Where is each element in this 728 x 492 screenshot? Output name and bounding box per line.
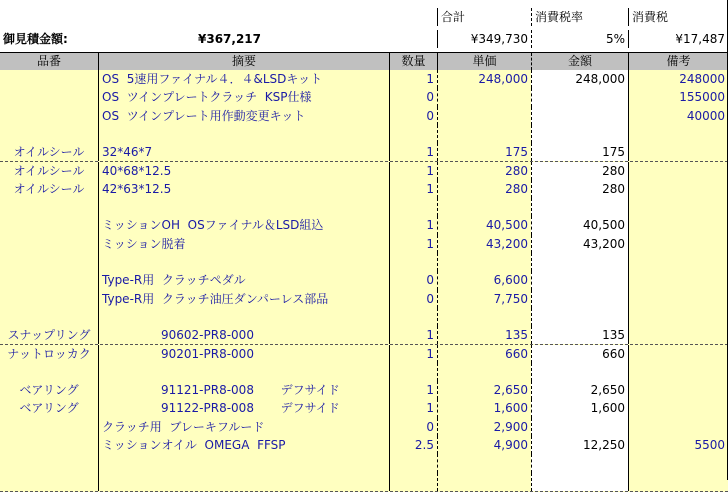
code-cell[interactable]: ベアリング — [19, 401, 79, 416]
amount-cell[interactable] — [531, 454, 628, 472]
amount-cell[interactable]: 280 — [531, 180, 628, 198]
desc-cell[interactable]: 91121-PR8-008 デフサイド — [98, 381, 389, 399]
code-cell[interactable]: ベアリング — [19, 383, 79, 398]
desc-cell[interactable]: OS 5速用ファイナル４．４&LSDキット — [98, 70, 389, 88]
unit-price-cell[interactable] — [437, 88, 531, 106]
summary-labels-row — [0, 8, 728, 26]
table-row — [0, 180, 728, 199]
unit-price-cell[interactable]: 248,000 — [437, 70, 531, 88]
tax-value: ¥17,487 — [628, 30, 728, 48]
note-cell[interactable]: 248000 — [628, 70, 728, 88]
unit-price-cell[interactable]: 4,900 — [437, 436, 531, 454]
code-cell[interactable] — [0, 473, 98, 491]
table-row — [0, 345, 728, 364]
col-header-unit[interactable]: 単価 — [437, 53, 531, 70]
unit-price-cell[interactable]: 7,750 — [437, 290, 531, 308]
table-row — [0, 363, 728, 382]
table-row — [0, 399, 728, 418]
desc-cell[interactable]: クラッチ用 ブレーキフルード — [98, 418, 389, 436]
unit-price-cell[interactable]: 280 — [437, 180, 531, 198]
table-row — [0, 271, 728, 290]
note-cell[interactable] — [628, 418, 728, 436]
qty-cell[interactable]: 0 — [389, 107, 437, 125]
desc-cell[interactable]: 32*46*7 — [98, 143, 389, 161]
note-cell[interactable]: 5500 — [628, 436, 728, 454]
code-cell[interactable] — [0, 436, 98, 454]
amount-cell[interactable] — [531, 253, 628, 271]
unit-price-cell[interactable] — [437, 107, 531, 125]
unit-price-cell[interactable]: 2,900 — [437, 418, 531, 436]
code-cell[interactable] — [0, 88, 98, 106]
estimate-label: 御見積金額: — [3, 32, 68, 46]
qty-cell[interactable]: 1 — [389, 235, 437, 253]
unit-price-cell[interactable]: 6,600 — [437, 271, 531, 289]
amount-cell[interactable]: 1,600 — [531, 399, 628, 417]
amount-cell[interactable] — [531, 198, 628, 216]
note-cell[interactable] — [628, 454, 728, 472]
tax-label: 消費税 — [628, 8, 728, 26]
qty-cell[interactable] — [389, 308, 437, 326]
code-cell[interactable]: ナットロッカク — [7, 346, 91, 361]
amount-cell[interactable] — [531, 473, 628, 491]
col-header-qty[interactable]: 数量 — [389, 53, 437, 70]
qty-cell[interactable]: 1 — [389, 162, 437, 180]
qty-cell[interactable] — [389, 473, 437, 491]
table-row — [0, 70, 728, 89]
col-header-amount[interactable]: 金額 — [531, 53, 628, 70]
desc-cell[interactable] — [98, 363, 389, 381]
code-cell[interactable]: オイルシール — [13, 145, 85, 160]
note-cell[interactable] — [628, 326, 728, 344]
code-cell[interactable] — [0, 418, 98, 436]
unit-price-cell[interactable]: 40,500 — [437, 216, 531, 234]
desc-cell[interactable]: 40*68*12.5 — [98, 162, 389, 180]
desc-cell[interactable]: Type-R用 クラッチ油圧ダンパーレス部品 — [98, 290, 389, 308]
note-cell[interactable]: 40000 — [628, 107, 728, 125]
table-row — [0, 436, 728, 455]
qty-cell[interactable] — [389, 125, 437, 143]
amount-cell[interactable]: 12,250 — [531, 436, 628, 454]
col-header-note[interactable]: 備考 — [628, 53, 728, 70]
col-header-code[interactable]: 品番 — [36, 54, 61, 68]
desc-cell[interactable]: 90201-PR8-000 — [98, 345, 389, 363]
note-cell[interactable] — [628, 308, 728, 326]
note-cell[interactable] — [628, 345, 728, 363]
desc-cell[interactable] — [98, 198, 389, 216]
table-row — [0, 143, 728, 162]
desc-cell[interactable]: OS ツインプレートクラッチ KSP仕様 — [98, 88, 389, 106]
qty-cell[interactable]: 0 — [389, 418, 437, 436]
desc-cell[interactable]: Type-R用 クラッチペダル — [98, 271, 389, 289]
qty-cell[interactable]: 1 — [389, 70, 437, 88]
unit-price-cell[interactable]: 2,650 — [437, 381, 531, 399]
note-cell[interactable] — [628, 125, 728, 143]
code-cell[interactable] — [0, 454, 98, 472]
qty-cell[interactable] — [389, 198, 437, 216]
estimate-amount: ¥367,217 — [198, 32, 262, 46]
qty-cell[interactable]: 1 — [389, 143, 437, 161]
unit-price-cell[interactable] — [437, 308, 531, 326]
desc-cell[interactable] — [98, 253, 389, 271]
code-cell[interactable]: オイルシール — [13, 181, 85, 196]
amount-cell[interactable]: 248,000 — [531, 70, 628, 88]
qty-cell[interactable]: 1 — [389, 216, 437, 234]
unit-price-cell[interactable]: 660 — [437, 345, 531, 363]
amount-cell[interactable]: 43,200 — [531, 235, 628, 253]
desc-cell[interactable] — [98, 454, 389, 472]
table-row — [0, 326, 728, 345]
note-cell[interactable] — [628, 216, 728, 234]
code-cell[interactable] — [0, 70, 98, 88]
table-row — [0, 216, 728, 235]
table-row — [0, 454, 728, 473]
amount-cell[interactable]: 660 — [531, 345, 628, 363]
note-cell[interactable] — [628, 162, 728, 180]
qty-cell[interactable]: 2.5 — [389, 436, 437, 454]
table-row — [0, 308, 728, 327]
desc-cell[interactable] — [98, 473, 389, 491]
table-row — [0, 418, 728, 437]
note-cell[interactable] — [628, 235, 728, 253]
note-cell[interactable] — [628, 290, 728, 308]
amount-cell[interactable] — [531, 308, 628, 326]
table-row — [0, 235, 728, 254]
amount-cell[interactable] — [531, 107, 628, 125]
total-value: ¥349,730 — [437, 30, 531, 48]
note-cell[interactable] — [628, 180, 728, 198]
amount-cell[interactable] — [531, 88, 628, 106]
code-cell[interactable] — [0, 198, 98, 216]
desc-cell[interactable]: 42*63*12.5 — [98, 180, 389, 198]
note-cell[interactable] — [628, 473, 728, 491]
amount-cell[interactable]: 2,650 — [531, 381, 628, 399]
table-row — [0, 198, 728, 217]
amount-cell[interactable]: 280 — [531, 162, 628, 180]
tax-rate-value: 5% — [531, 30, 628, 48]
note-cell[interactable] — [628, 381, 728, 399]
unit-price-cell[interactable] — [437, 473, 531, 491]
code-cell[interactable] — [0, 253, 98, 271]
note-cell[interactable] — [628, 253, 728, 271]
qty-cell[interactable]: 1 — [389, 180, 437, 198]
code-cell[interactable] — [0, 216, 98, 234]
desc-cell[interactable] — [98, 125, 389, 143]
desc-cell[interactable]: 91122-PR8-008 デフサイド — [98, 399, 389, 417]
note-cell[interactable] — [628, 143, 728, 161]
note-cell[interactable] — [628, 363, 728, 381]
unit-price-cell[interactable] — [437, 125, 531, 143]
qty-cell[interactable]: 0 — [389, 290, 437, 308]
table-row — [0, 88, 728, 107]
qty-cell[interactable] — [389, 363, 437, 381]
table-row — [0, 290, 728, 309]
note-cell[interactable] — [628, 271, 728, 289]
desc-cell[interactable]: ミッションオイル OMEGA FFSP — [98, 436, 389, 454]
amount-cell[interactable]: 175 — [531, 143, 628, 161]
unit-price-cell[interactable] — [437, 363, 531, 381]
qty-cell[interactable]: 0 — [389, 271, 437, 289]
unit-price-cell[interactable]: 175 — [437, 143, 531, 161]
code-cell[interactable] — [0, 308, 98, 326]
desc-cell[interactable]: OS ツインプレート用作動変更キット — [98, 107, 389, 125]
qty-cell[interactable] — [389, 253, 437, 271]
amount-cell[interactable] — [531, 290, 628, 308]
code-cell[interactable] — [0, 125, 98, 143]
code-cell[interactable] — [0, 107, 98, 125]
table-row — [0, 125, 728, 144]
table-row — [0, 107, 728, 126]
desc-cell[interactable] — [98, 308, 389, 326]
unit-price-cell[interactable] — [437, 198, 531, 216]
qty-cell[interactable]: 0 — [389, 88, 437, 106]
note-cell[interactable]: 155000 — [628, 88, 728, 106]
desc-cell[interactable]: 90602-PR8-000 — [98, 326, 389, 344]
code-cell[interactable] — [0, 271, 98, 289]
code-cell[interactable] — [0, 290, 98, 308]
code-cell[interactable] — [0, 235, 98, 253]
amount-cell[interactable] — [531, 125, 628, 143]
unit-price-cell[interactable]: 135 — [437, 326, 531, 344]
desc-cell[interactable]: ミッション脱着 — [98, 235, 389, 253]
column-header-row — [0, 52, 728, 71]
summary-values-row — [0, 30, 728, 48]
unit-price-cell[interactable]: 280 — [437, 162, 531, 180]
qty-cell[interactable]: 1 — [389, 399, 437, 417]
table-row — [0, 162, 728, 181]
qty-cell[interactable]: 1 — [389, 345, 437, 363]
code-cell[interactable]: オイルシール — [13, 163, 85, 178]
total-label: 合計 — [437, 8, 531, 26]
amount-cell[interactable]: 40,500 — [531, 216, 628, 234]
table-row — [0, 381, 728, 400]
unit-price-cell[interactable]: 43,200 — [437, 235, 531, 253]
unit-price-cell[interactable] — [437, 454, 531, 472]
note-cell[interactable] — [628, 399, 728, 417]
code-cell[interactable]: スナップリング — [7, 328, 91, 343]
table-row — [0, 253, 728, 272]
qty-cell[interactable]: 1 — [389, 381, 437, 399]
unit-price-cell[interactable] — [437, 253, 531, 271]
unit-price-cell[interactable]: 1,600 — [437, 399, 531, 417]
amount-cell[interactable] — [531, 271, 628, 289]
amount-cell[interactable]: 135 — [531, 326, 628, 344]
desc-cell[interactable]: ミッションOH OSファイナル＆LSD組込 — [98, 216, 389, 234]
code-cell[interactable] — [0, 363, 98, 381]
qty-cell[interactable]: 1 — [389, 326, 437, 344]
tax-rate-label: 消費税率 — [531, 8, 628, 26]
table-row — [0, 473, 728, 492]
qty-cell[interactable] — [389, 454, 437, 472]
col-header-desc[interactable]: 摘要 — [98, 53, 389, 70]
amount-cell[interactable] — [531, 418, 628, 436]
amount-cell[interactable] — [531, 363, 628, 381]
note-cell[interactable] — [628, 198, 728, 216]
